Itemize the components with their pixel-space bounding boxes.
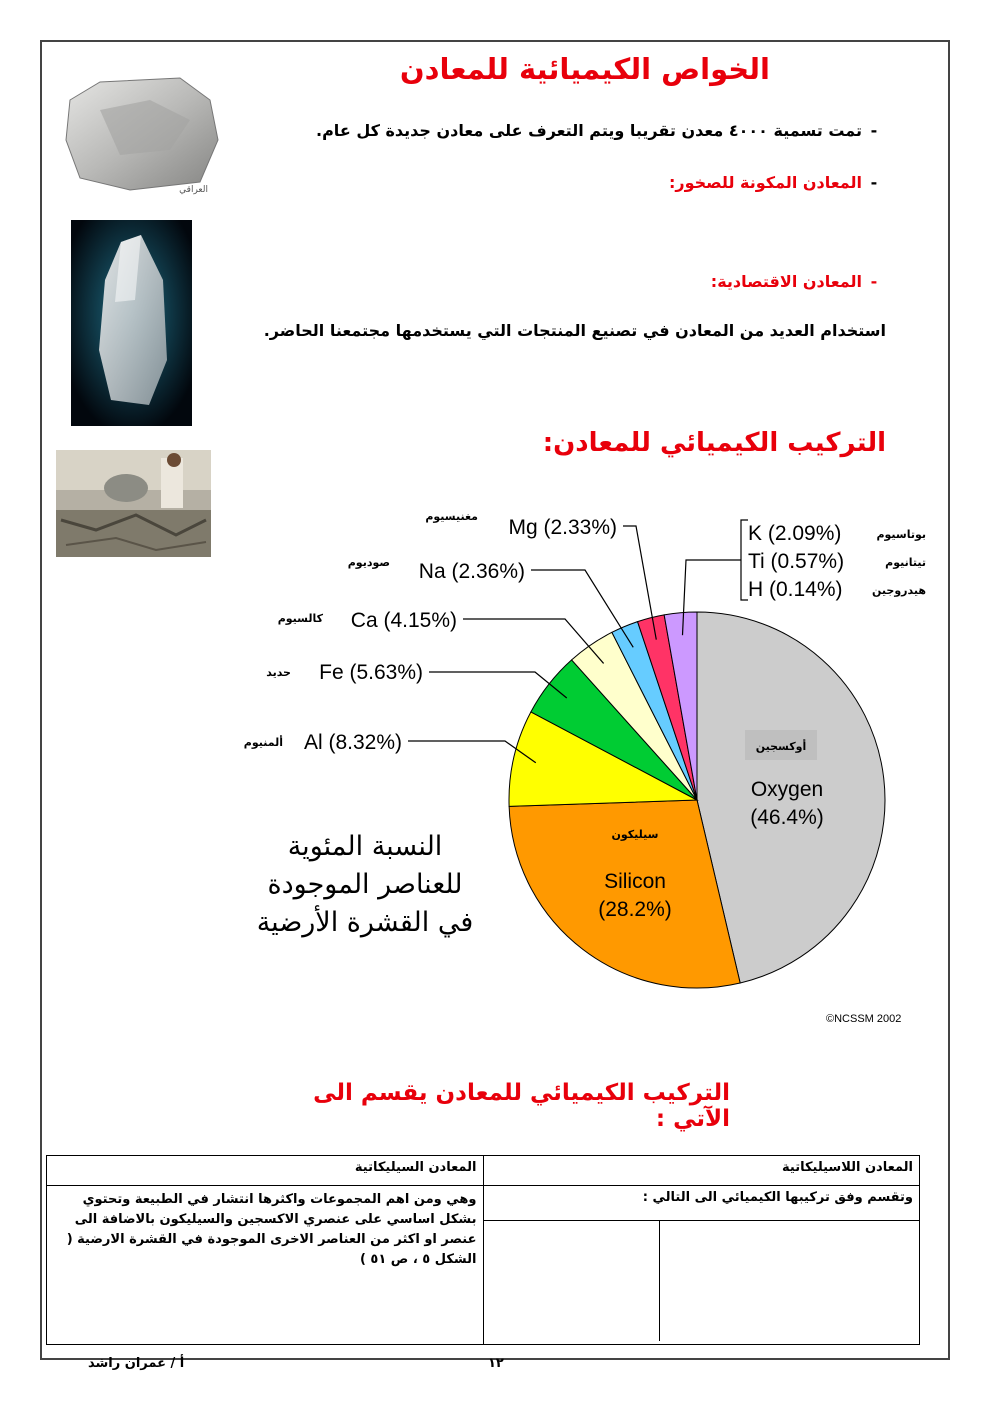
nonsilicate-subcell-right: [659, 1221, 920, 1341]
na-arabic-label: صوديوم: [347, 556, 390, 569]
nonsilicate-header: المعادن اللاسيليكاتية: [483, 1156, 920, 1186]
ti-label: Ti (0.57%): [748, 550, 845, 573]
k-label: K (2.09%): [748, 522, 842, 545]
bullet-mineral-count: -تمت تسمية ٤٠٠٠ معدن تقريبا ويتم التعرف على معادن جديدة كل عام.: [316, 121, 878, 140]
mg-arabic-label: مغنيسيوم: [425, 510, 478, 523]
nonsilicate-subcell-left: [484, 1221, 659, 1341]
al-label: Al (8.32%): [303, 731, 402, 754]
kth-bracket: [741, 520, 748, 600]
ca-arabic-label: كالسيوم: [277, 612, 323, 625]
mineral-types-table: [46, 1155, 920, 1345]
al-arabic-label: ألمنيوم: [243, 736, 283, 749]
page-title: الخواص الكيميائية للمعادن: [399, 52, 770, 86]
oxygen-label: Oxygen: [750, 778, 824, 801]
nonsilicate-cell: [483, 1186, 920, 1345]
silicate-header: المعادن السيليكاتية: [47, 1156, 484, 1186]
footer-author: أ / عمران راشد: [88, 1356, 185, 1371]
fe-label: Fe (5.63%): [319, 661, 423, 684]
h-arabic-label: هيدروجين: [872, 584, 926, 597]
rock-photo: [60, 70, 224, 198]
ca-label: Ca (4.15%): [350, 609, 457, 632]
ti-arabic-label: تيتانيوم: [885, 556, 926, 569]
copyright: ©NCSSM 2002: [826, 1013, 902, 1025]
silicon-arabic-label: سيليكون: [611, 828, 659, 841]
bullet-economic: -المعادن الاقتصادية:: [710, 272, 878, 291]
na-label: Na (2.36%): [418, 560, 525, 583]
silicon-label: Silicon: [604, 870, 666, 893]
composition-title: التركيب الكيميائي للمعادن:: [542, 428, 886, 458]
k-arabic-label: بوتاسيوم: [876, 528, 926, 541]
bullet-rock-forming: -المعادن المكونة للصخور:: [668, 173, 878, 192]
division-title: التركيب الكيميائي للمعادن يقسم الى الآتي :: [313, 1080, 730, 1132]
silicate-text: وهي ومن اهم المجموعات واكثرها انتشار في الطبيعة وتحتوي بشكل اساسي على عنصري الاكسجين والسيليكون بالاضافة الى عنصر او اكثر من العناصر الاخرى الموجودة في القشرة الارضية ( الشكل ٥ ، ص ٥١ ): [47, 1186, 484, 1345]
rock-photo-caption: العراقي: [179, 185, 208, 195]
silicon-pct: (28.2%): [598, 898, 672, 921]
oxygen-arabic-label: أوكسجين: [755, 740, 807, 753]
economic-description: استخدام العديد من المعادن في تصنيع المنتجات التي يستخدمها مجتمعنا الحاضر.: [263, 321, 886, 340]
oxygen-pct: (46.4%): [750, 806, 824, 829]
chart-caption: النسبة المئوية للعناصر الموجودة في القشرة الأرضية: [256, 831, 474, 938]
fe-arabic-label: حديد: [266, 666, 291, 679]
mg-label: Mg (2.33%): [508, 516, 617, 539]
nonsilicate-text: وتقسم وفق تركيبها الكيميائي الى التالي :: [484, 1186, 920, 1221]
pie-chart: [0, 490, 992, 1010]
footer-page-number: ١٢: [488, 1356, 504, 1371]
h-label: H (0.14%): [748, 578, 843, 601]
nonsilicate-subcells: [484, 1221, 920, 1341]
crystal-photo: [71, 220, 192, 426]
